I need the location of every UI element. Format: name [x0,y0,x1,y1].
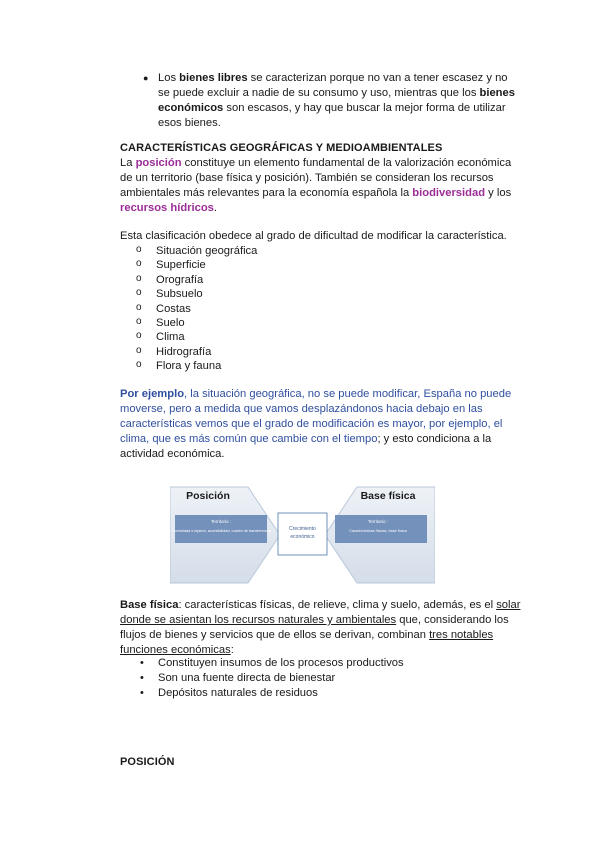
center-text-line1: Crecimiento [289,526,316,532]
left-box-text: Proximidad o lejanía, accesibilidad, costes de transferencia [171,529,271,533]
list-item: o Orografía [136,273,257,287]
list-item: o Costas [136,302,257,316]
center-text-line2: económico [290,534,315,540]
list-item: o Situación geográfica [136,244,257,258]
list-item: • Depósitos naturales de residuos [140,686,404,701]
functions-list [140,656,404,701]
list-item: o Subsuelo [136,287,257,301]
list-item: o Superficie [136,258,257,272]
intro-bullet-text: Los bienes libres se caracterizan porque no van a tener escasez y no se puede excluir a nadie de su consumo y uso, mientras que los bienes económicos son escasos, y hay que buscar la mejor forma de utilizar esos bienes. [158,72,515,129]
list-item: o Hidrografía [136,345,257,359]
list-item: o Clima [136,330,257,344]
right-title: Base física [360,490,416,502]
section-heading-caracteristicas: CARACTERÍSTICAS GEOGRÁFICAS Y MEDIOAMBIENTALES [120,142,443,154]
right-box-text: Características físicas, base física [349,529,407,533]
paragraph-base-fisica: Base física: características físicas, de relieve, clima y suelo, además, es el solar donde se asientan los recursos naturales y ambientales que, considerando los flujos de bienes y servicios que de ellos se derivan, combinan tres notables funciones económicas: [120,599,521,656]
left-title: Posición [186,490,230,502]
list-item: o Flora y fauna [136,359,257,373]
section-heading-posicion: POSICIÓN [120,756,175,768]
paragraph-posicion: La posición constituye un elemento fundamental de la valorización económica de un territorio (base física y posición). También se consideran los recursos ambientales más relevantes para la economía española la biodiversidad y los recursos hídricos. [120,157,512,214]
right-box-title: Territorio : [367,519,389,524]
paragraph-ejemplo: Por ejemplo, la situación geográfica, no se puede modificar, España no puede moverse, pero a medida que vamos desplazándonos hacia debajo en las características vemos que el grado de modificación es mayor, por ejemplo, el clima, que es más común que cambie con el tiempo; y esto condiciona a la actividad económica. [120,388,512,460]
left-box-title: Territorio : [210,519,232,524]
posicion-base-fisica-diagram [170,485,435,585]
bullet-marker: ● [143,73,149,83]
characteristics-list [136,244,257,374]
list-item: • Son una fuente directa de bienestar [140,671,404,686]
paragraph-clasificacion: Esta clasificación obedece al grado de dificultad de modificar la característica. [120,230,507,242]
list-item: o Suelo [136,316,257,330]
list-item: • Constituyen insumos de los procesos productivos [140,656,404,671]
